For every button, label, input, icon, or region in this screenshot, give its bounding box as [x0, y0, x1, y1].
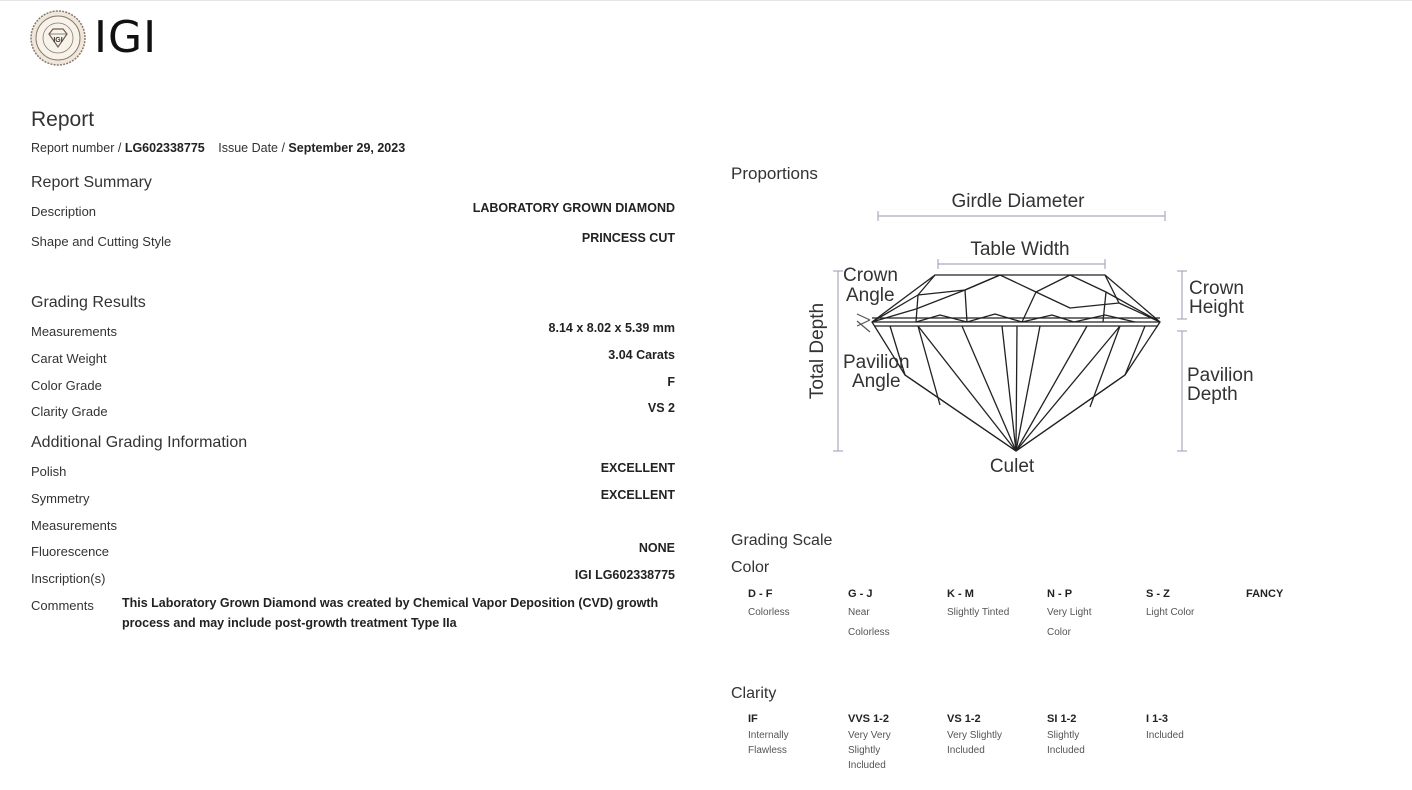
color-scale-desc: Color: [1047, 627, 1071, 638]
color-scale-item: [1246, 588, 1283, 600]
symmetry-value: EXCELLENT: [600, 488, 675, 502]
crown-height-label-2: Height: [1189, 297, 1244, 318]
fluorescence-label: Fluorescence: [31, 544, 110, 559]
clarity-scale-grade: I 1-3: [1146, 713, 1169, 725]
clarity-scale-desc: Very Very: [848, 730, 891, 741]
crown-height-label-1: Crown: [1189, 278, 1244, 299]
inscription-value: IGI LG602338775: [574, 568, 675, 582]
additional-info-heading: Additional Grading Information: [31, 434, 248, 451]
clarity-scale-grade: SI 1-2: [1047, 713, 1077, 725]
seal-text: IGI: [53, 37, 63, 44]
symmetry-label: Symmetry: [31, 491, 90, 506]
color-scale-desc: Near: [848, 607, 870, 618]
proportions-heading: Proportions: [731, 164, 818, 183]
clarity-scale-desc: Included: [1047, 745, 1085, 756]
color-scale-desc: Colorless: [748, 607, 790, 618]
description-value: LABORATORY GROWN DIAMOND: [472, 201, 675, 215]
clarity-scale-desc: Included: [848, 760, 886, 771]
pavilion-depth-label-1: Pavilion: [1187, 365, 1254, 386]
report-meta: [31, 141, 405, 155]
color-scale-heading: Color: [731, 559, 770, 576]
clarity-scale-item: [1146, 713, 1184, 743]
color-scale-desc: Slightly Tinted: [947, 607, 1010, 618]
shape-value: PRINCESS CUT: [581, 231, 675, 245]
grading-results-heading: Grading Results: [31, 294, 146, 311]
issue-date-label: Issue Date /: [218, 141, 285, 155]
comments-value: This Laboratory Grown Diamond was created by Chemical Vapor Deposition (CVD) growth process and may include post-growth treatment Type IIa: [122, 596, 659, 630]
clarity-scale-desc: Slightly: [1047, 730, 1080, 741]
color-scale-grade: FANCY: [1246, 588, 1284, 600]
color-scale-desc: Colorless: [848, 627, 890, 638]
clarity-scale-item: [748, 713, 789, 758]
measurements-value: 8.14 x 8.02 x 5.39 mm: [548, 321, 675, 335]
color-scale-desc: Light Color: [1146, 607, 1195, 618]
color-scale-grade: D - F: [748, 588, 773, 600]
pavilion-angle-label-2: Angle: [852, 371, 901, 392]
issue-date: September 29, 2023: [288, 141, 406, 155]
clarity-scale-heading: Clarity: [731, 685, 777, 702]
color-grade-value: F: [667, 375, 675, 389]
additional-measurements-label: Measurements: [31, 518, 117, 533]
color-scale-grade: G - J: [848, 588, 873, 600]
crown-angle-label-2: Angle: [846, 285, 895, 306]
clarity-scale-desc: Internally: [748, 730, 789, 741]
color-scale-item: [1047, 588, 1091, 640]
table-width-label: Table Width: [970, 239, 1070, 260]
clarity-scale-desc: Included: [1146, 730, 1184, 741]
top-divider: [0, 0, 1412, 1]
polish-label: Polish: [31, 464, 67, 479]
shape-label: Shape and Cutting Style: [31, 234, 172, 249]
crown-angle-label-1: Crown: [843, 265, 898, 286]
clarity-scale-desc: Included: [947, 745, 985, 756]
carat-weight-label: Carat Weight: [31, 351, 107, 366]
color-scale-item: [848, 588, 890, 640]
clarity-scale-grade: VVS 1-2: [848, 713, 889, 725]
color-scale-grade: S - Z: [1146, 588, 1170, 600]
fluorescence-value: NONE: [638, 541, 675, 555]
clarity-scale-desc: Very Slightly: [947, 730, 1003, 741]
culet-label: Culet: [989, 456, 1035, 477]
pavilion-angle-label-1: Pavilion: [843, 352, 910, 373]
proportions-diagram: [790, 185, 1270, 485]
inscription-label: Inscription(s): [31, 571, 106, 586]
report-summary-heading: Report Summary: [31, 174, 152, 191]
polish-value: EXCELLENT: [600, 461, 675, 475]
igi-logo: [30, 10, 157, 66]
color-scale-grade: K - M: [947, 588, 974, 600]
report-number: LG602338775: [124, 141, 205, 155]
color-scale-item: [1146, 588, 1194, 620]
grading-scale-heading: Grading Scale: [731, 532, 833, 549]
clarity-scale-item: [947, 713, 1002, 758]
clarity-scale-desc: Flawless: [748, 745, 787, 756]
comments-label: Comments: [31, 598, 94, 613]
total-depth-label: Total Depth: [807, 302, 828, 400]
report-title: Report: [31, 108, 95, 131]
color-scale-item: [748, 588, 790, 620]
color-scale-grade: N - P: [1047, 588, 1073, 600]
girdle-diameter-label: Girdle Diameter: [951, 191, 1085, 212]
color-grade-label: Color Grade: [31, 378, 102, 393]
description-label: Description: [31, 204, 97, 219]
report-number-label: Report number /: [31, 141, 122, 155]
clarity-scale-grade: IF: [748, 713, 758, 725]
clarity-scale-item: [848, 713, 891, 773]
carat-weight-value: 3.04 Carats: [608, 348, 675, 362]
logo-wordmark: IGI: [94, 12, 158, 63]
color-scale-item: [947, 588, 1009, 620]
pavilion-depth-label-2: Depth: [1187, 384, 1238, 405]
clarity-grade-label: Clarity Grade: [31, 404, 108, 419]
igi-seal-icon: [30, 10, 86, 66]
color-scale-desc: Very Light: [1047, 607, 1092, 618]
clarity-grade-value: VS 2: [647, 401, 675, 415]
clarity-scale-grade: VS 1-2: [947, 713, 981, 725]
clarity-scale-item: [1047, 713, 1085, 758]
measurements-label: Measurements: [31, 324, 117, 339]
clarity-scale-desc: Slightly: [848, 745, 881, 756]
